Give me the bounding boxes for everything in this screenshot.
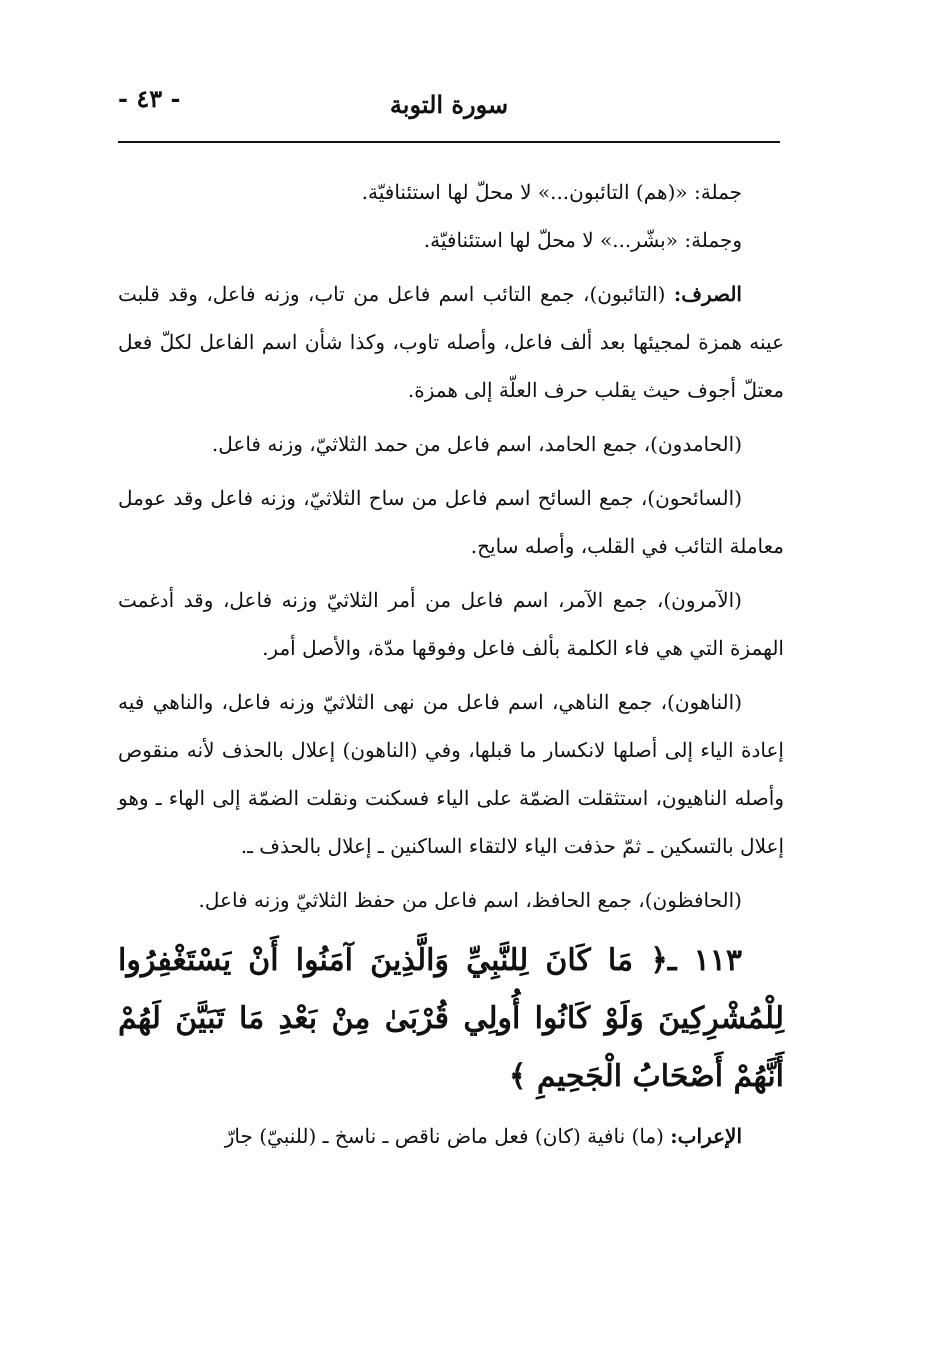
paragraph-amirun: (الآمرون)، جمع الآمر، اسم فاعل من أمر الثلاثيّ وزنه فاعل، وقد أدغمت الهمزة التي هي فاء الكلمة بألف فاعل وفوقها مدّة، والأصل أمر. (118, 588, 784, 660)
paragraph-sentence-2: وجملة: «بشّر...» لا محلّ لها استئنافيّة. (423, 228, 742, 252)
quran-verse-113: ١١٣ ـ﴿ مَا كَانَ لِلنَّبِيِّ وَالَّذِينَ آمَنُوا أَنْ يَسْتَغْفِرُوا لِلْمُشْرِكِينَ وَلَوْ كَانُوا أُولِي قُرْبَىٰ مِنْ بَعْدِ مَا تَبَيَّنَ لَهُمْ أَنَّهُمْ أَصْحَابُ الْجَحِيمِ ﴾ (118, 943, 784, 1094)
page-number: - ٤٣ - (118, 84, 181, 113)
paragraph-saihun: (السائحون)، جمع السائح اسم فاعل من ساح الثلاثيّ، وزنه فاعل وقد عومل معاملة التائب في القلب، وأصله سايح. (118, 486, 784, 558)
page-body (118, 168, 784, 1160)
sarf-label: الصرف: (673, 282, 742, 306)
irab-text: (ما) نافية (كان) فعل ماض ناقص ـ ناسخ ـ (للنبيّ) جارّ (224, 1124, 671, 1148)
paragraph-irab (118, 1112, 784, 1160)
page-header (118, 80, 780, 126)
surah-title: سورة التوبة (389, 90, 509, 119)
sarf-text: (التائبون)، جمع التائب اسم فاعل من تاب، وزنه فاعل، وقد قلبت عينه همزة لمجيئها بعد ألف فاعل، وأصله تاوب، وكذا شأن اسم الفاعل لكلّ فعل معتلّ أجوف حيث يقلب حرف العلّة إلى همزة. (118, 282, 784, 402)
paragraph-sarf (118, 270, 784, 414)
header-divider (118, 141, 780, 143)
paragraph-hafizun: (الحافظون)، جمع الحافظ، اسم فاعل من حفظ الثلاثيّ وزنه فاعل. (198, 888, 742, 912)
paragraph-nahun: (الناهون)، جمع الناهي، اسم فاعل من نهى الثلاثيّ وزنه فاعل، والناهي فيه إعادة الياء إلى أصلها لانكسار ما قبلها، وفي (الناهون) إعلال بالحذف لأنه منقوص وأصله الناهيون، استثقلت الضمّة على الياء فسكنت ونقلت الضمّة إلى الهاء ـ وهو إعلال بالتسكين ـ ثمّ حذفت الياء لالتقاء الساكنين ـ إعلال بالحذف ـ. (118, 690, 784, 858)
paragraph-hamidun: (الحامدون)، جمع الحامد، اسم فاعل من حمد الثلاثيّ، وزنه فاعل. (211, 432, 742, 456)
irab-label: الإعراب: (670, 1124, 742, 1148)
paragraph-sentence-1: جملة: «(هم) التائبون...» لا محلّ لها استئنافيّة. (361, 180, 742, 204)
